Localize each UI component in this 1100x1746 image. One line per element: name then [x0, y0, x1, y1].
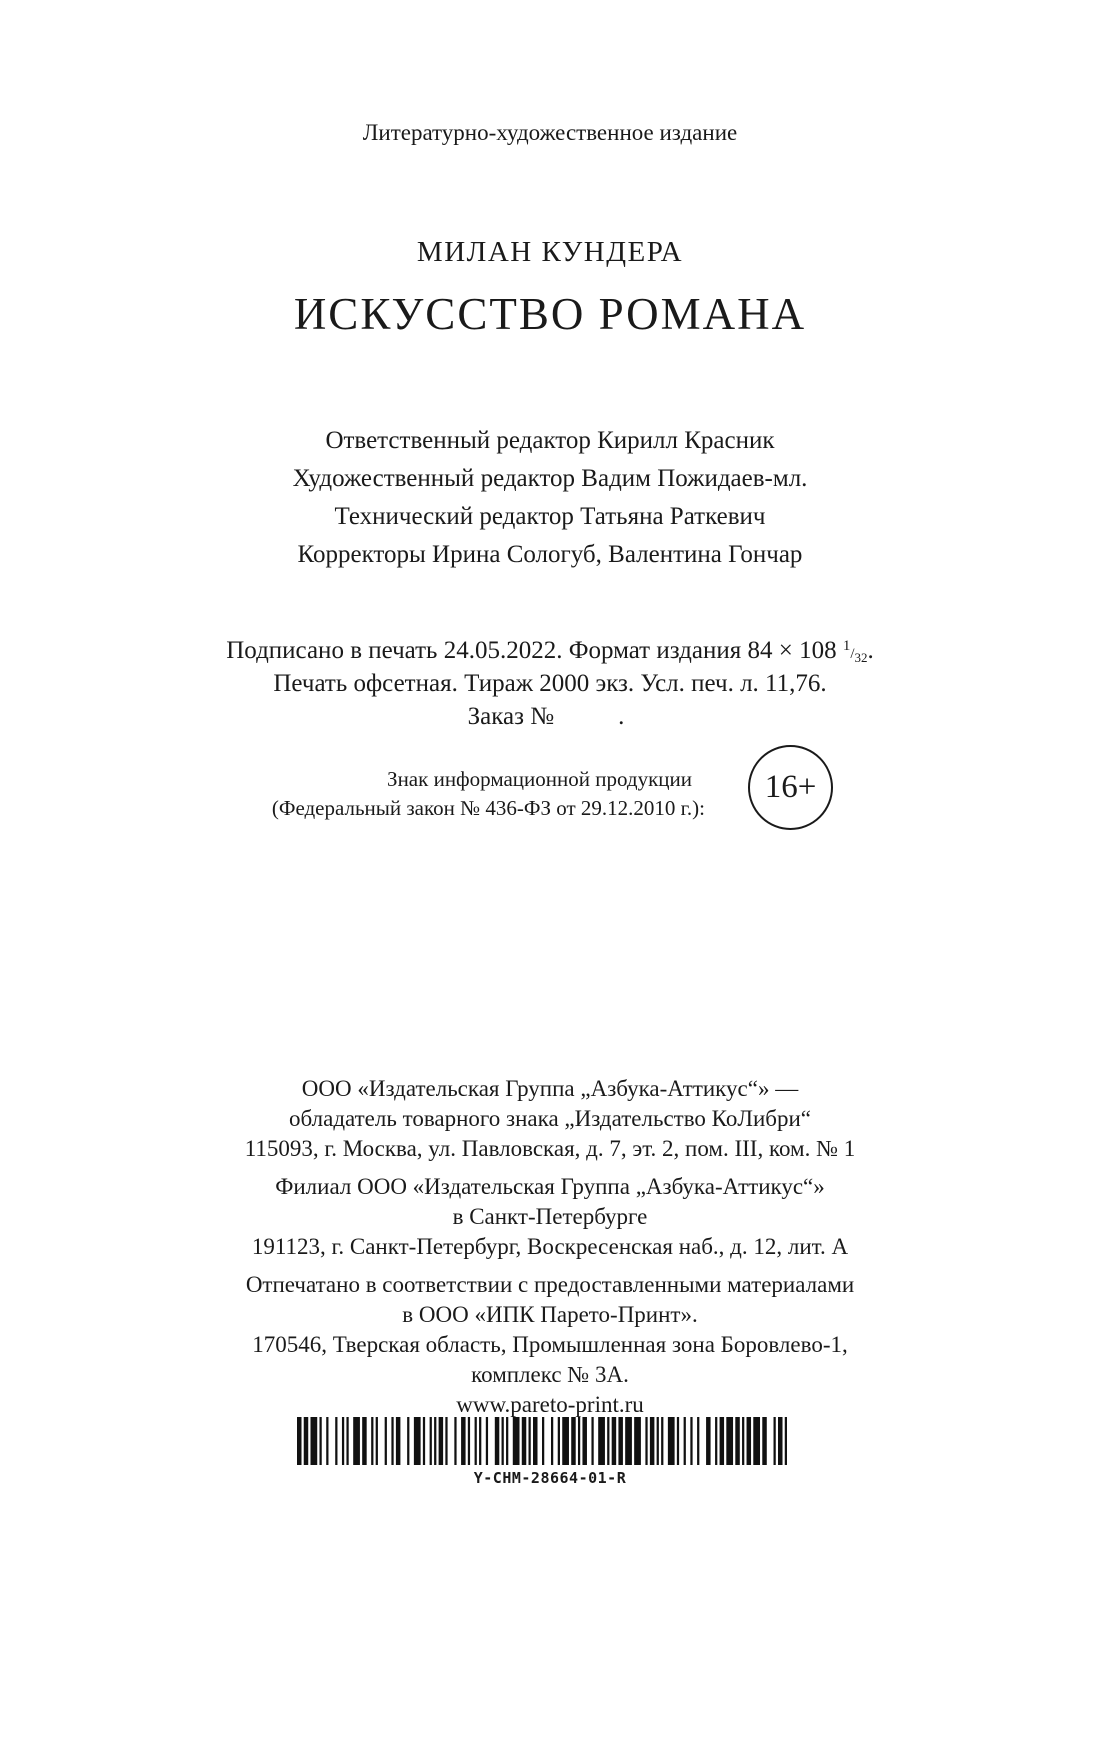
- barcode-bar: [391, 1417, 393, 1465]
- technical-editor: Технический редактор Татьяна Раткевич: [334, 503, 766, 530]
- barcode-bar: [407, 1417, 409, 1465]
- barcode-bar: [353, 1417, 360, 1465]
- barcode-bar: [778, 1417, 783, 1465]
- barcode-bar: [362, 1417, 367, 1465]
- barcode-bar: [430, 1417, 432, 1465]
- barcode-bar: [371, 1417, 373, 1465]
- publisher-line-1: ООО «Издательская Группа „Азбука-Аттикус“» —: [301, 1076, 799, 1101]
- barcode-bar: [454, 1417, 456, 1465]
- order-end: .: [618, 703, 625, 730]
- responsible-editor: Ответственный редактор Кирилл Красник: [325, 427, 775, 454]
- barcode-code: Y-CHM-28664-01-R: [473, 1469, 627, 1487]
- fraction-numerator: 1: [842, 638, 851, 654]
- branch-address: 191123, г. Санкт-Петербург, Воскресенская наб., д. 12, лит. А: [251, 1234, 849, 1259]
- barcode-bar: [304, 1417, 309, 1465]
- print-details: Печать офсетная. Тираж 2000 экз. Усл. печ. л. 11,76.: [273, 670, 827, 697]
- barcode-bar: [513, 1417, 520, 1465]
- book-title: ИСКУССТВО РОМАНА: [293, 289, 807, 339]
- barcode-bar: [475, 1417, 477, 1465]
- barcode-bar: [495, 1417, 500, 1465]
- info-sign-label: Знак информационной продукции: [387, 767, 692, 791]
- publisher-line-2: обладатель товарного знака „Издательство КоЛибри“: [289, 1106, 811, 1131]
- barcode-bar: [461, 1417, 466, 1465]
- barcode-bar: [598, 1417, 605, 1465]
- barcode-bar: [319, 1417, 321, 1465]
- barcode-bar: [661, 1417, 663, 1465]
- barcode-bar: [657, 1417, 659, 1465]
- barcode-bar: [720, 1417, 725, 1465]
- barcode-bar: [753, 1417, 760, 1465]
- barcode-bar: [697, 1417, 699, 1465]
- order-label: Заказ №: [467, 703, 555, 730]
- barcode-bar: [326, 1417, 328, 1465]
- barcode-bar: [562, 1417, 569, 1465]
- barcode-bar: [385, 1417, 387, 1465]
- barcode-bar: [715, 1417, 717, 1465]
- printer-line-2: в ООО «ИПК Парето-Принт».: [402, 1302, 698, 1327]
- barcode-bar: [690, 1417, 692, 1465]
- author-name: МИЛАН КУНДЕРА: [416, 236, 684, 268]
- barcode-bar: [434, 1417, 436, 1465]
- barcode-bar: [591, 1417, 593, 1465]
- barcode-bar: [479, 1417, 481, 1465]
- barcode-bar: [542, 1417, 544, 1465]
- barcode-bar: [506, 1417, 508, 1465]
- print-signed-line: [0, 637, 1100, 666]
- barcode-bar: [502, 1417, 504, 1465]
- barcode-bar: [612, 1417, 617, 1465]
- format-fraction: [842, 638, 868, 665]
- barcode-bar: [668, 1417, 675, 1465]
- barcode-bar: [529, 1417, 531, 1465]
- barcode-bar: [650, 1417, 655, 1465]
- print-signed-end: .: [867, 637, 874, 664]
- fraction-denominator: 32: [854, 650, 868, 665]
- printer-address-2: комплекс № 3А.: [471, 1362, 629, 1387]
- barcode-bar: [774, 1417, 776, 1465]
- barcode-bar: [297, 1417, 302, 1465]
- barcode-bar: [684, 1417, 686, 1465]
- barcode-bar: [578, 1417, 580, 1465]
- barcode-bar: [342, 1417, 344, 1465]
- barcode-bar: [706, 1417, 711, 1465]
- barcode-bar: [742, 1417, 744, 1465]
- barcode-bar: [747, 1417, 752, 1465]
- barcode-bar: [625, 1417, 632, 1465]
- barcode-bar: [607, 1417, 609, 1465]
- barcode: [297, 1417, 787, 1465]
- barcode-bar: [486, 1417, 488, 1465]
- barcode-bar: [677, 1417, 679, 1465]
- barcode-bar: [551, 1417, 553, 1465]
- barcode-bar: [414, 1417, 421, 1465]
- barcode-bar: [533, 1417, 538, 1465]
- printer-address-1: 170546, Тверская область, Промышленная зона Боровлево-1,: [252, 1332, 848, 1357]
- age-rating-text: 16+: [764, 769, 817, 805]
- barcode-bar: [735, 1417, 740, 1465]
- barcode-bar: [310, 1417, 317, 1465]
- branch-line-2: в Санкт-Петербурге: [452, 1204, 648, 1229]
- edition-type: Литературно-художественное издание: [362, 120, 738, 145]
- barcode-bar: [522, 1417, 527, 1465]
- barcode-bar: [439, 1417, 444, 1465]
- barcode-bar: [335, 1417, 337, 1465]
- art-editor: Художественный редактор Вадим Пожидаев-мл.: [292, 465, 808, 492]
- barcode-bar: [785, 1417, 787, 1465]
- order-number-line: [0, 703, 1100, 731]
- barcode-bar: [468, 1417, 470, 1465]
- info-sign-law: (Федеральный закон № 436-ФЗ от 29.12.2010 г.):: [271, 796, 705, 820]
- printer-line-1: Отпечатано в соответствии с предоставленными материалами: [245, 1272, 855, 1297]
- branch-line-1: Филиал ООО «Издательская Группа „Азбука-Аттикус“»: [275, 1174, 825, 1199]
- barcode-bar: [634, 1417, 641, 1465]
- barcode-bar: [582, 1417, 587, 1465]
- barcode-bar: [645, 1417, 647, 1465]
- barcode-bar: [445, 1417, 447, 1465]
- printer-website: www.pareto-print.ru: [456, 1392, 644, 1417]
- barcode-bar: [762, 1417, 767, 1465]
- fraction-separator: /: [850, 646, 855, 662]
- barcode-bar: [346, 1417, 348, 1465]
- barcode-bar: [396, 1417, 401, 1465]
- barcode-bar: [571, 1417, 576, 1465]
- age-rating-badge: [748, 745, 833, 830]
- publisher-address: 115093, г. Москва, ул. Павловская, д. 7, эт. 2, пом. III, ком. № 1: [244, 1136, 856, 1161]
- barcode-bar: [618, 1417, 623, 1465]
- barcode-bar: [423, 1417, 425, 1465]
- proofreaders: Корректоры Ирина Сологуб, Валентина Гончар: [297, 541, 803, 568]
- barcode-bar: [558, 1417, 560, 1465]
- barcode-bar: [376, 1417, 378, 1465]
- print-signed-text: Подписано в печать 24.05.2022. Формат издания 84 × 108: [226, 637, 843, 664]
- barcode-bar: [726, 1417, 733, 1465]
